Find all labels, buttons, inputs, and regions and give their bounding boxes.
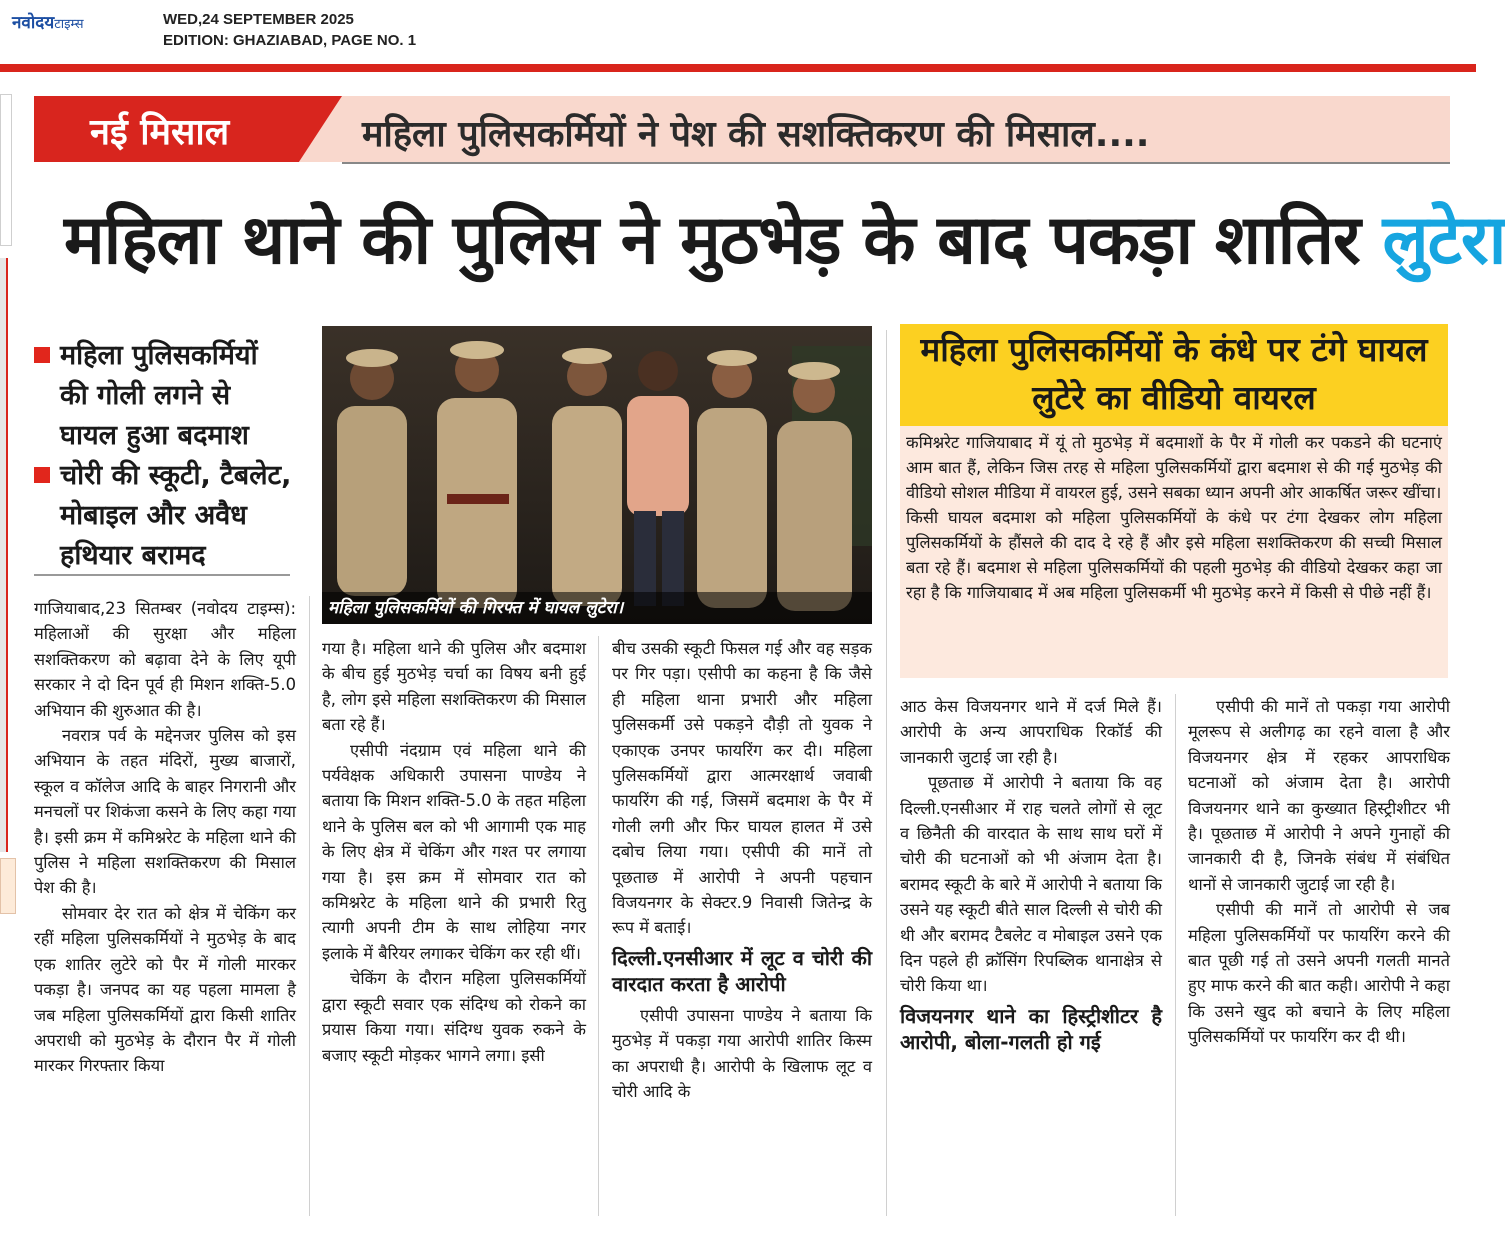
article-column-2 (322, 636, 586, 1068)
article-paragraph: बीच उसकी स्कूटी फिसल गई और वह सड़क पर गिर पड़ा। एसीपी का कहना है कि जैसे ही महिला थाना प्रभारी और महिला पुलिसकर्मी उसे पकड़ने दौड़ी तो युवक ने एकाएक उनपर फायरिंग कर दी। महिला पुलिसकर्मियों द्वारा आत्मरक्षार्थ जवाबी फायरिंग की गई, जिसमें बदमाश के पैर में गोली लगी और फिर घायल हालत में उसे दबोच लिया गया। एसीपी की मानें तो पूछताछ में आरोपी ने अपनी पहचान विजयनगर के सेक्टर.9 निवासी जितेन्द्र के रूप में बताई। (612, 639, 872, 938)
article-paragraph: एसीपी की मानें तो पकड़ा गया आरोपी मूलरूप से अलीगढ़ का रहने वाला है और विजयनगर क्षेत्र में रहकर आपराधिक घटनाओं को अंजाम देता है। आरोपी विजयनगर थाने का कुख्यात हिस्ट्रीशीटर भी है। पूछताछ में आरोपी ने अपने गुनाहों की जानकारी दी है, जिनके संबंध में संबंधित थानों से जानकारी जुटाई जा रही है। (1188, 697, 1450, 894)
banner-underline (342, 162, 1450, 164)
sidebar-box-text (906, 430, 1442, 605)
main-headline (64, 190, 1505, 283)
article-paragraph: नवरात्र पर्व के मद्देनजर पुलिस को इस अभियान के तहत मंदिरों, मुख्य बाजारों, स्कूल व कॉलेज आदि के बाहर निगरानी और मनचलों पर शिकंजा कसने के लिए कहा गया है। इसी क्रम में कमिश्नरेट के महिला थाने की पुलिस ने महिला सशक्तिकरण की मिसाल पेश की है। (34, 726, 296, 898)
article-paragraph: एसीपी उपासना पाण्डेय ने बताया कि मुठभेड़ में पकड़ा गया आरोपी शातिर किस्म का अपराधी है। आरोपी के खिलाफ लूट व चोरी आदि के (612, 1005, 872, 1102)
column-divider (1175, 694, 1176, 1216)
highlight-item (34, 336, 292, 456)
headline-main: महिला थाने की पुलिस ने मुठभेड़ के बाद पकड़ा शातिर (64, 201, 1360, 280)
red-square-bullet-icon (34, 467, 50, 483)
highlights-list (34, 336, 292, 576)
adjacent-article-scrap-peach (0, 858, 16, 914)
adjacent-article-scrap (0, 94, 12, 246)
article-column-3 (612, 636, 872, 1105)
article-paragraph: चेकिंग के दौरान महिला पुलिसकर्मियों द्वारा स्कूटी सवार एक संदिग्ध को रोकने का प्रयास किया गया। संदिग्ध युवक रुकने के बजाए स्कूटी मोड़कर भागने लगा। इसी (322, 969, 586, 1065)
article-paragraph: एसीपी नंदग्राम एवं महिला थाने की पर्यवेक्षक अधिकारी उपासना पाण्डेय ने बताया कि मिशन शक्ति-5.0 के तहत महिला थाने के पुलिस बल को भी आगामी एक माह के लिए क्षेत्र में चेकिंग और गश्त पर लगाया गया है। इस क्रम में सोमवार रात को कमिश्नरेट के महिला थाने की प्रभारी रितु त्यागी अपनी टीम के साथ लोहिया नगर इलाके में बैरियर लगाकर चेकिंग कर रही थीं। (322, 740, 586, 963)
headline-accent: लुटेरा (1382, 201, 1505, 280)
article-paragraph: आठ केस विजयनगर थाने में दर्ज मिले हैं। आरोपी के अन्य आपराधिक रिकॉर्ड की जानकारी जुटाई जा रही है। (900, 697, 1162, 767)
red-square-bullet-icon (34, 347, 50, 363)
logo-text: नवोदय (12, 13, 55, 33)
article-paragraph: गया है। महिला थाने की पुलिस और बदमाश के बीच हुई मुठभेड़ चर्चा का विषय बनी हुई है, लोग इसे महिला सशक्तिकरण की मिसाल बता रहे हैं। (322, 639, 586, 735)
column-divider (309, 596, 310, 1216)
highlight-item (34, 456, 292, 576)
edition-date: WED,24 SEPTEMBER 2025 (163, 11, 354, 28)
photo-caption: महिला पुलिसकर्मियों की गिरफ्त में घायल लुटेरा। (322, 592, 872, 624)
top-red-rule (0, 64, 1476, 72)
highlight-text: महिला पुलिसकर्मियों की गोली लगने से घायल हुआ बदमाश (60, 340, 258, 451)
article-column-4 (900, 694, 1162, 1061)
adjacent-article-scrap-red (0, 258, 8, 852)
logo-sub-text: टाइम्स (54, 17, 84, 32)
article-paragraph: पूछताछ में आरोपी ने बताया कि वह दिल्ली.एनसीआर में राह चलते लोगों से लूट व छिनैती की वारदात के साथ साथ घरों में चोरी की घटनाओं को भी अंजाम देता है। बरामद स्कूटी के बारे में आरोपी ने बताया कि उसने यह स्कूटी बीते साल दिल्ली से चोरी की थी और बरामद टैबलेट व मोबाइल उसने एक दिन पहले ही क्रॉसिंग रिपब्लिक थानाक्षेत्र से चोरी किया था। (900, 773, 1162, 996)
banner-tag: नई मिसाल (90, 112, 230, 153)
article-subheading: विजयनगर थाने का हिस्ट्रीशीटर है आरोपी, बोला-गलती हो गई (900, 1003, 1162, 1054)
article-paragraph: सोमवार देर रात को क्षेत्र में चेकिंग कर रहीं महिला पुलिसकर्मियों ने मुठभेड़ के बाद एक शातिर लुटेरे को पैर में गोली मारकर पकड़ा है। जनपद का यह पहला मामला है जब महिला पुलिसकर्मियों द्वारा किसी शातिर अपराधी को मुठभेड़ के दौरान पैर में गोली मारकर गिरफ्तार किया (34, 903, 296, 1076)
banner-kicker: महिला पुलिसकर्मियों ने पेश की सशक्तिकरण की मिसाल.... (362, 114, 1150, 155)
article-paragraph: एसीपी की मानें तो आरोपी से जब महिला पुलिसकर्मियों पर फायरिंग करने की बात पूछी गई तो उसने अपनी गलती मानते हुए माफ करने की बात कही। आरोपी ने कहा कि उसने खुद को बचाने के लिए महिला पुलिसकर्मियों पर फायरिंग कर दी थी। (1188, 900, 1450, 1047)
column-divider (886, 330, 887, 1216)
edition-info: EDITION: GHAZIABAD, PAGE NO. 1 (163, 32, 417, 49)
article-paragraph: गाजियाबाद,23 सितम्बर (नवोदय टाइम्स): महिलाओं की सुरक्षा और महिला सशक्तिकरण को बढ़ावा देने के लिए यूपी सरकार ने दो दिन पूर्व ही मिशन शक्ति-5.0 अभियान की शुरुआत की है। (34, 599, 296, 720)
news-photo[interactable] (322, 326, 872, 624)
newspaper-logo[interactable] (12, 10, 84, 33)
sidebar-paragraph: किसी घायल बदमाश को महिला पुलिसकर्मियों के कंधे पर टंगा देखकर लोग महिला पुलिसकर्मियों के हौंसले की दाद दे रहे हैं और इसे महिला सशक्तिकरण की सच्ची मिसाल बता रहे हैं। बदमाश से महिला पुलिसकर्मियों की पहली मुठभेड़ की वीडियो देखकर कहा जा रहा है कि गाजियाबाद में अब महिला पुलिसकर्मी भी मुठभेड़ करने में किसी से पीछे नहीं हैं। (906, 508, 1442, 602)
highlights-divider (34, 574, 290, 576)
column-divider (598, 636, 599, 1216)
police-group-photo (322, 326, 872, 624)
sidebar-box-title: महिला पुलिसकर्मियों के कंधे पर टंगे घायल लुटेरे का वीडियो वायरल (920, 330, 1428, 417)
article-column-1 (34, 596, 296, 1079)
article-column-5 (1188, 694, 1450, 1050)
highlight-text: चोरी की स्कूटी, टैबलेट, मोबाइल और अवैध हथियार बरामद (60, 460, 292, 571)
sidebar-paragraph: कमिश्नरेट गाजियाबाद में यूं तो मुठभेड़ में बदमाशों के पैर में गोली कर पकडने की घटनाएं आम बात हैं, लेकिन जिस तरह से महिला पुलिसकर्मियों द्वारा बदमाश से की गई मुठभेड़ की वीडियो सोशल मीडिया में वायरल हुई, उसने सबका ध्यान अपनी ओर आकर्षित जरूर खींचा। (906, 433, 1442, 502)
article-subheading: दिल्ली.एनसीआर में लूट व चोरी की वारदात करता है आरोपी (612, 945, 872, 996)
dateline (163, 9, 416, 51)
